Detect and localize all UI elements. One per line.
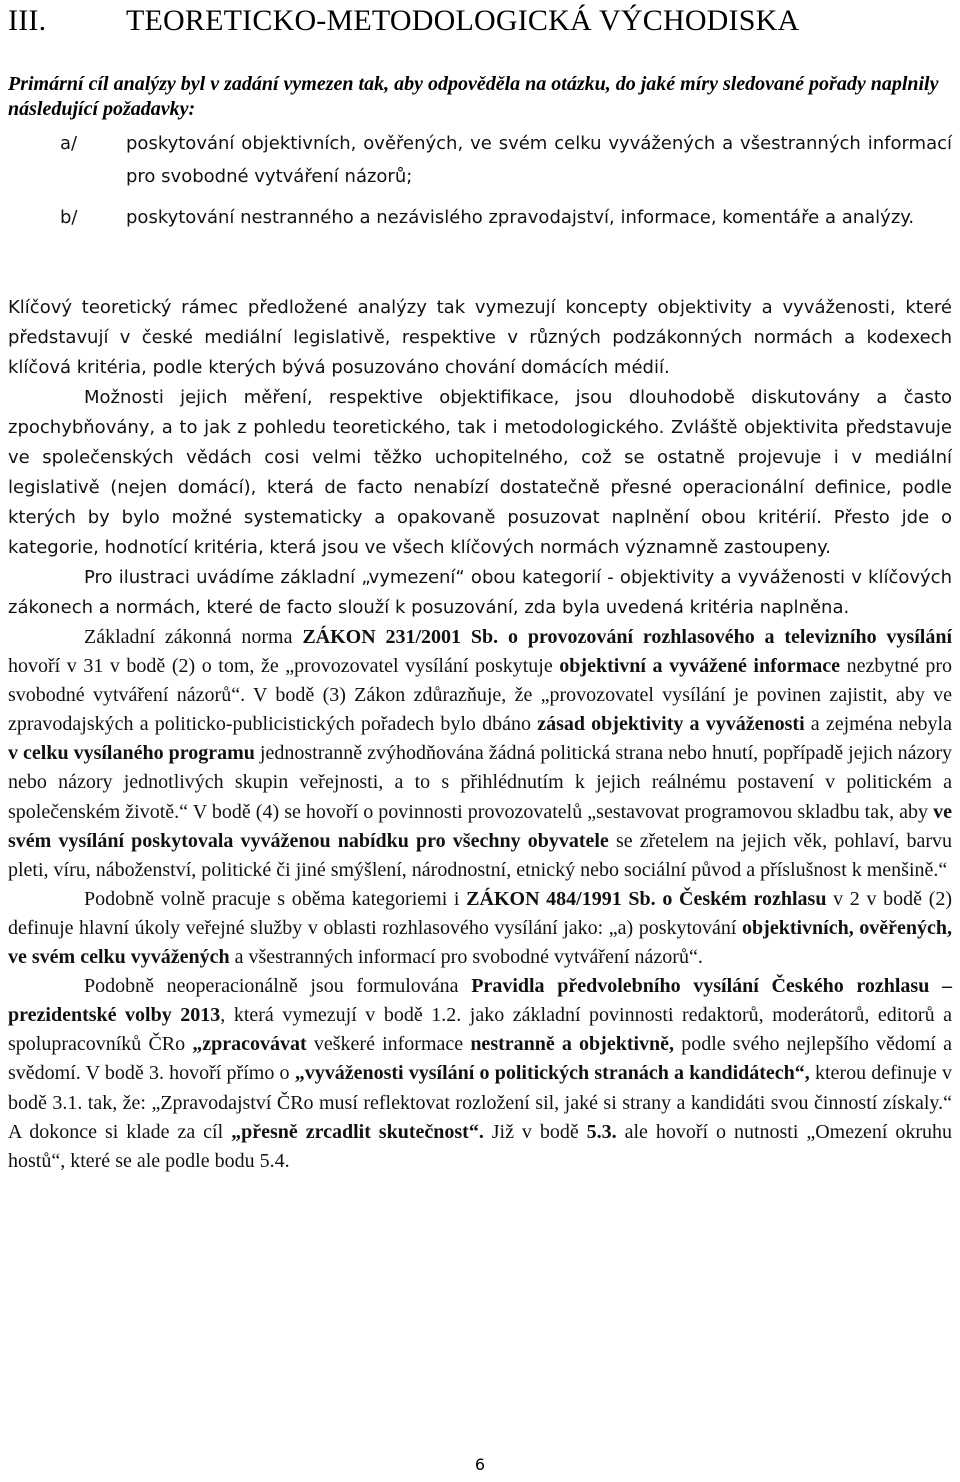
- emphasis-text: „přesně zrcadlit skutečnost“.: [231, 1120, 484, 1143]
- requirement-marker: a/: [60, 133, 78, 154]
- emphasis-text: v celku vysílaného programu: [8, 742, 255, 765]
- paragraph-election-rules: [8, 972, 952, 1176]
- requirements-list: [8, 127, 952, 242]
- law-subject: o provozování rozhlasového a televizního vysílání: [508, 626, 953, 648]
- emphasis-text: 5.3.: [586, 1120, 617, 1143]
- text-run: veškeré informace: [306, 1033, 471, 1056]
- requirement-item-b: [8, 201, 952, 234]
- requirement-item-a: [8, 127, 952, 193]
- text-run: Podobně volně pracuje s oběma kategoriemi i: [84, 887, 467, 910]
- legal-citations: [8, 623, 952, 1176]
- law-subject: o Českém rozhlasu: [662, 887, 827, 910]
- requirement-text: poskytování objektivních, ověřených, ve svém celku vyvážených a všestranných informací pro svobodné vytváření názorů;: [126, 133, 952, 187]
- paragraph-framework: Klíčový teoretický rámec předložené analýzy tak vymezují koncepty objektivity a vyváženosti, které představují v české mediální legislativě, respektive v různých podzákonných normách a kodexech klíčová kritéria, podle kterých bývá posuzováno chování domácích médií.: [8, 297, 952, 378]
- text-run: se zřetelem na jejich věk, pohlaví, barvu pleti, víru, náboženství, politické či jiné smýšlení, národnostní, etnický nebo sociální původ a příslušnost k menšině.“: [8, 829, 952, 881]
- text-run: hovoří v 31 v bodě (2) o tom, že „provozovatel vysílání poskytuje: [8, 655, 560, 678]
- section-heading: [8, 2, 799, 40]
- emphasis-text: nestranně a objektivně,: [470, 1033, 675, 1056]
- law-name: ZÁKON 231/2001 Sb.: [302, 626, 499, 648]
- text-run: podle svého nejlepšího vědomí a svědomí. V bodě 3. hovoří přímo o: [8, 1033, 952, 1085]
- emphasis-text: ve svém vysílání poskytovala vyváženou nabídku pro všechny obyvatele: [8, 800, 952, 852]
- text-run: [498, 626, 508, 648]
- emphasis-text: objektivních, ověřených, ve svém celku vyvážených: [8, 916, 952, 969]
- text-run: , která vymezují v bodě 1.2. jako základní povinnosti redaktorů, moderátorů, editorů a spolupracovníků ČRo: [8, 1004, 952, 1056]
- page-number: 6: [474, 1455, 486, 1474]
- text-run: ale hovoří o nutnosti „Omezení okruhu hostů“, které se ale podle bodu 5.4.: [8, 1120, 952, 1172]
- intro-paragraph: Primární cíl analýzy byl v zadání vymezen tak, aby odpověděla na otázku, do jaké míry sledované pořady naplnily následující požadavky:: [8, 73, 939, 120]
- text-run: jednostranně zvýhodňována žádná politická strana nebo hnutí, popřípadě jejich názory nebo názory jednotlivých skupin veřejnosti, a to s přihlédnutím k jejich reálnému postavení v politickém a společenském životě.“ V bodě (4) se hovoří o povinnosti provozovatelů „sestavovat programovou skladbu tak, aby: [8, 742, 953, 823]
- section-number: III.: [8, 4, 47, 37]
- text-run: a zejména nebyla: [804, 713, 952, 736]
- emphasis-text: „zpracovávat: [192, 1033, 307, 1056]
- paragraph-law-231: [8, 623, 952, 885]
- requirement-marker: b/: [60, 207, 78, 228]
- text-run: Podobně neoperacionálně jsou formulována: [84, 975, 472, 998]
- rules-name: Pravidla předvolebního vysílání Českého rozhlasu – prezidentské volby 2013: [8, 975, 952, 1027]
- paragraph-measurement: Možnosti jejich měření, respektive objektifikace, jsou dlouhodobě diskutovány a často zpochybňovány, a to jak z pohledu teoretického, tak i metodologického. Zvláště objektivita představuje ve společenských vědách cosi velmi těžko uchopitelného, což se ostatně projevuje i v mediální legislativě (nejen domácí), která de facto nenabízí dostatečně přesné operacionální definice, podle kterých by bylo možné systematicky a opakovaně posuzovat naplnění obou kritérií. Přesto jde o kategorie, hodnotící kritéria, která jsou ve všech klíčových normách významně zastoupeny.: [8, 387, 952, 558]
- text-run: a všestranných informací pro svobodné vytváření názorů“.: [229, 946, 703, 969]
- body-text: [8, 293, 952, 1176]
- text-run: nezbytné pro svobodné vytváření názorů“. V bodě (3) Zákon zdůrazňuje, že „provozovatel vysílání je povinen zajistit, aby ve zpravodajských a politicko-publicistických pořadech bylo dbáno: [8, 655, 952, 736]
- emphasis-text: objektivní a vyvážené informace: [559, 655, 841, 678]
- text-run: Základní zákonná norma: [84, 626, 303, 648]
- text-run: Již v bodě: [483, 1120, 587, 1143]
- law-name: ZÁKON 484/1991 Sb.: [466, 887, 656, 910]
- paragraph-illustration: Pro ilustraci uvádíme základní „vymezení“ obou kategorií - objektivity a vyváženosti v klíčových zákonech a normách, které de facto slouží k posuzování, zda byla uvedená kritéria naplněna.: [8, 567, 952, 618]
- requirement-text: poskytování nestranného a nezávislého zpravodajství, informace, komentáře a analýzy.: [126, 207, 915, 228]
- emphasis-text: zásad objektivity a vyváženosti: [537, 713, 805, 736]
- text-run: v 2 v bodě (2) definuje hlavní úkoly veřejné služby v oblasti rozhlasového vysílání jako: „a) poskytování: [8, 887, 953, 939]
- paragraph-law-484: [8, 885, 952, 972]
- text-run: kterou definuje v bodě 3.1. tak, že: „Zpravodajství ČRo musí reflektovat rozložení sil, jaké si strany a kandidáti svou činností získaly.“ A dokonce si klade za cíl: [8, 1062, 952, 1143]
- section-title: TEORETICKO-METODOLOGICKÁ VÝCHODISKA: [126, 4, 800, 37]
- emphasis-text: „vyváženosti vysílání o politických stranách a kandidátech“,: [294, 1062, 810, 1085]
